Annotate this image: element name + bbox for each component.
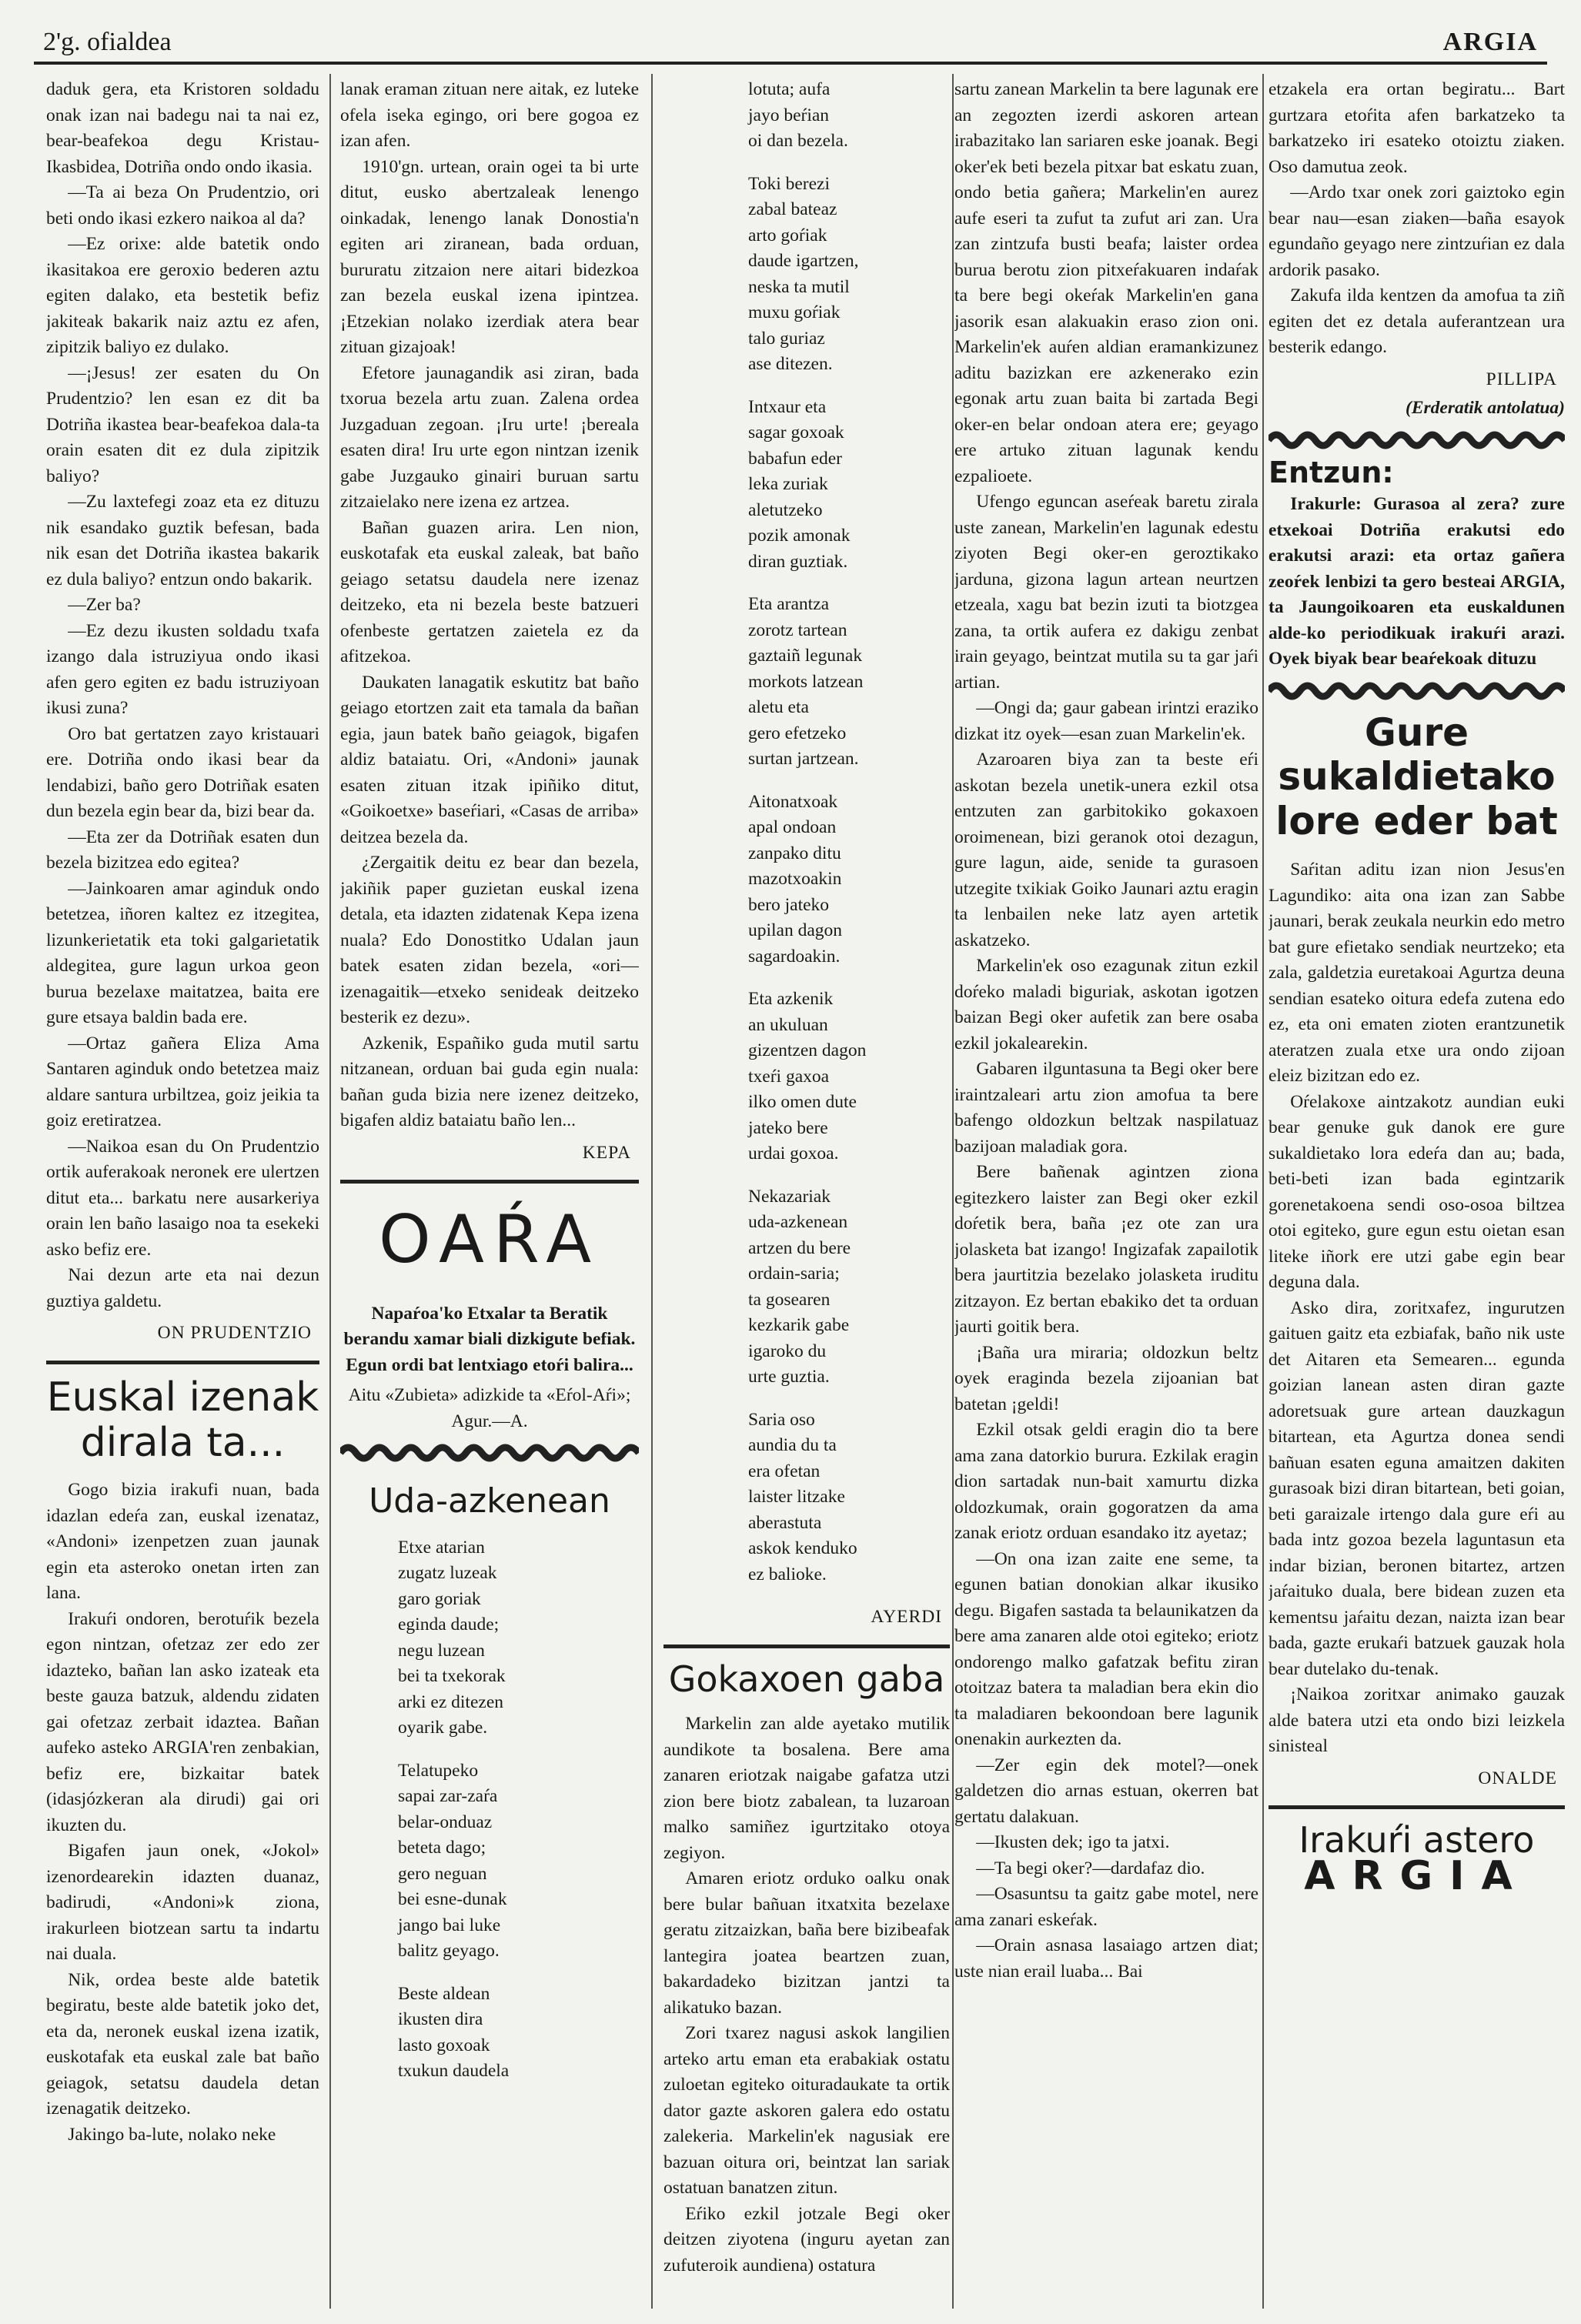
notice-text: Irakurle: Gurasoa al zera? zure etxekoai Dotriña erakutsi edo erakutsi arazi: eta ortaz gañera zeoŕek lenbizi ta gero besteai ARGIA, ta Jaungoikoaren eta euskaldunen alde-ko periodikuak irakuŕi arazi. Oyek biyak bear beaŕekoak dituzu: [1268, 494, 1565, 669]
paragraph: Azaroaren biya zan ta beste eŕi askotan bezela unetik-unera ezkil otsa entzuten zan garbitokiko gokaxoen oroimenean, bizi geranok otoi dezagun, gure lagun, aide, senide ta gurasoen utzegite txikiak Goiko Jaunari aztu eragin ta lenbailen neke latz ayen artetik askatzeko.: [954, 750, 1258, 950]
paragraph: Bere bañenak agintzen ziona egitezkero laister zan Begi oker ezkil doŕetik bera, baña ¡ez ote zan ura jolasketa bat izango! Ingizafak zapailotik bera jaurtitzia bezelako jolasketa iruditu zitzayon. Ez bertan ebakiko det ta orduan jaurti goitik bera.: [954, 1162, 1258, 1337]
paragraph: Asko dira, zoritxafez, ingurutzen gaituen gaitz eta ezbiafak, baño nik uste det Aitaren eta Semearen... egunda goizian lanean asten diran gazte adoretsuak gure artean dauzkagun bitartean, eta Agurtza donea sendi bañuan esaten eguna amaitzen dakiten gurasoak bizi diran bitartean, beti goian, beti garaizale irtengo dala gure eŕi au bada intz gozoa bezela laguntasun eta indar bizian, beronen bitartez, artzen jaŕaituko duala, bere bidean zuzen eta kementsu jaŕaitu dezan, naizta izan bear bada, gazte erukaŕi batzuek gauzak hola bear dutelako du-tenak.: [1268, 1297, 1565, 1679]
paragraph: Jakingo ba-lute, nolako neke: [68, 2124, 276, 2145]
poem-line: morkots latzean: [748, 671, 864, 692]
poem-line: upilan dagon: [748, 920, 843, 940]
paragraph: —Ta begi oker?—dardafaz dio.: [976, 1858, 1205, 1878]
column-2: [340, 77, 639, 2301]
poem-line: babafun eder: [748, 448, 842, 469]
paragraph: Napaŕoa'ko Etxalar ta Beratik berandu xamar biali dizkigute befiak. Egun ordi bat lentxiago etoŕi balira...: [343, 1303, 636, 1375]
goka-article-end: [1268, 77, 1565, 422]
column-divider: [952, 74, 954, 2309]
paragraph: Gogo bizia irakufi nuan, bada idazlan edeŕa zan, euskal izenataz, «Andoni» izenpetzen zuan jaunak egin eta asteroko onetan irten zan lana.: [46, 1480, 319, 1604]
paragraph: Ezkil otsak geldi eragin dio ta bere ama zana datorkio burura. Ezkilak eragin dion sartadak nun-bait xamurtu dizka oldozkumak, orain gogoratzen da ama zanak eriotz orduan esandako itz ayetaz;: [954, 1420, 1258, 1543]
masthead: ARGIA: [1442, 28, 1538, 56]
poem-stanza: [748, 1407, 950, 1588]
paragraph: Zori txarez nagusi askok langilien arteko artu eman eta erabakiak ostatu zuloetan egiteko oituradaukate ta ortik dator gazte askoren galera edo ostatu zalekeria. Markelin'ek nagusiak ere bazuan oitura ori, beintzat lan sariak ostatuan banatzen zitun.: [663, 2023, 950, 2199]
goka-article-continued: [954, 77, 1258, 1985]
oara-notice: [340, 1301, 639, 1435]
poem-line: urdai goxoa.: [748, 1144, 839, 1164]
poem-line: askok kenduko: [748, 1538, 857, 1558]
poem-line: muxu goŕiak: [748, 302, 841, 322]
column-divider: [651, 74, 653, 2309]
euskal-article: [46, 1478, 319, 2148]
author-signature: PILLIPA: [1486, 369, 1557, 389]
poem-stanza: [748, 395, 950, 576]
paragraph: Irakuŕi ondoren, berotuŕik bezela egon nintzan, ofetzaz zer edo zer idazteko, bañan lan asko izateak eta beste gauza batzuk, aldendu zidaten gai ofetzaz zerbait idaztea. Bañan aufeko asteko ARGIA'ren zenbakian, befiz ere, bizkaitar batek (idasjózkeran ala dirudi) gai ori ikuzten du.: [46, 1608, 319, 1835]
page-number: 2'g. ofialdea: [43, 28, 172, 56]
paragraph: sartu zanean Markelin ta bere lagunak ere an zegozten izerdi askoren artean irabazitako lan sariaren eske joanak. Begi oker'ek beti bezela pitxar bat eskatu zuan, ondo betia gañera; Markelin'en aurez aufe eseri ta zufut ta zufut ari zan. Ura zan zintzufa busti beafa; laister ordea burua berotu zion pitxeŕakuaren indaŕak ta bere begi okeŕak Markelin'en gana jasorik esan alakuakin eraso zion oni. Markelin'ek auŕen aldian eramankizunez aditu bazizkan ere azkenerako ezin egonak artu zuan baita bi zartada Begi oker-en belar ondoan atera ere; geyago ere artuko zituan lagunak kendu ezpalioete.: [954, 79, 1258, 486]
poem-line: ta gosearen: [748, 1289, 831, 1310]
poem-line: talo guriaz: [748, 328, 825, 349]
poem-stanza: [748, 77, 950, 155]
paragraph: Eŕiko ezkil jotzale Begi oker deitzen ziyotena (inguru ayetan zan zufuteroik aundiena) ostatura: [663, 2203, 950, 2276]
paragraph: —Naikoa esan du On Prudentzio ortik auferakoak neronek ere ulertzen ditut eta... barkatu nere ausarkeriya orain len baño lasaigo noa ta esekeki asko befiz ere.: [46, 1136, 319, 1260]
section-rule: [46, 1361, 319, 1364]
poem-line: neska ta mutil: [748, 276, 850, 297]
poem-line: sagardoakin.: [748, 946, 841, 967]
poem-line: Etxe atarian: [398, 1537, 485, 1558]
section-rule: [663, 1644, 950, 1648]
poem-line: aberastuta: [748, 1512, 822, 1533]
paragraph: Markelin'ek oso ezagunak zitun ezkil doŕeko maladi biguriak, askotan igotzen baizan Begi oker aufetik zan bere osaba ezkil jokalearekin.: [954, 956, 1258, 1053]
poem-line: bei ta txekorak: [398, 1666, 506, 1687]
paragraph: Saŕitan aditu izan nion Jesus'en Lagundiko: aita ona izan zan Sabbe jaunari, berak zeukala neurkin edo metro bat gure efietako sendiak neurtzeko; eta zala, galdetzia euretakoai Agurtza deuna sendian esateko oitura edefa zutena edo ez, eta oni ematen zioten erantzunetik ateratzen zuala etxe ura ondo zijoan eleiz bizitzan edo ez.: [1268, 860, 1565, 1086]
poem-line: Toki berezi: [748, 173, 831, 194]
paragraph: Ufengo eguncan aseŕeak baretu zirala uste zanean, Markelin'en lagunak edestu ziyoten Begi oker-en geroztikako jarduna, gizona lagun artean neurtzen etzeala, xagu bat bezin izuti ta biotzgea zana, ta ortik aufera ez dakigu zenbat irain geyago, beintzat mutila su ta gar jaŕi artian.: [954, 492, 1258, 693]
paragraph: Daukaten lanagatik eskutitz bat baño geiago etortzen zait eta tamala da bañan egia, jaun batek baño geiagok, bigafen aldiz bataiatu. Ori, «Andoni» jaunak esaten zituan itzak ipiñiko ditut, «Goikoetxe» baseŕiari, «Casas de arriba» deitzea bezela da.: [340, 672, 639, 847]
poem-stanza: [748, 172, 950, 378]
poem-line: kezkarik gabe: [748, 1315, 850, 1335]
article-headline: OAŔA: [378, 1201, 601, 1278]
paragraph: Oro bat gertatzen zayo kristauari ere. Dotriña ondo ikasi bear da lendabizi, baño gero Dotriñak esaten dun bezela egin bear da, bizi bear da.: [46, 723, 319, 821]
article-headline: Gokaxoen gaba: [668, 1658, 945, 1700]
paragraph: Zakufa ilda kentzen da amofua ta ziñ egiten det ez detala auferantzean ura besterik edango.: [1268, 285, 1565, 357]
wavy-divider: [340, 1442, 639, 1464]
poem-line: zugatz luzeak: [398, 1563, 497, 1584]
poem-line: arki ez ditezen: [398, 1691, 503, 1712]
poem-line: zanpako ditu: [748, 843, 841, 863]
poem-line: eginda daude;: [398, 1614, 500, 1635]
paragraph: ¡Naikoa zoritxar animako gauzak alde batera utzi eta ondo bizi leizkela sinisteal: [1268, 1685, 1565, 1756]
paragraph: —Osasuntsu ta gaitz gabe motel, nere ama zanari eskeŕak.: [954, 1884, 1258, 1930]
poem-line: diran guztiak.: [748, 551, 848, 572]
poem-line: ordain-saria;: [748, 1264, 840, 1284]
poem-line: an ukuluan: [748, 1014, 828, 1035]
poem-line: aundia du ta: [748, 1435, 837, 1455]
paragraph: ¿Zergaitik deitu ez bear dan bezela, jakiñik paper guzietan euskal izena detala, eta idazten zidatenak Kepa izena nuala? Edo Donostitko Udalan jaun batek esaten zidan bezela, «ori—izenagaitik—etxeko senideak deitzeko besterik ez dezu».: [340, 853, 639, 1027]
poem-line: beteta dago;: [398, 1838, 486, 1858]
paragraph: Nik, ordea beste alde batetik begiratu, beste alde batetik joko det, eta da, neronek euskal izena izatik, euskotafak eta euskal zale bat baño geiagok, setatsu daudela detan izenagatik deitzeko.: [46, 1969, 319, 2119]
author-signature: KEPA: [582, 1142, 631, 1163]
paragraph: —Ez orixe: alde batetik ondo ikasitakoa ere geroxio bederen aztu egiten dalako, eta bestetik befiz jakiteak bakarik naiz aztu ez afen, zipitzik baliyo ez dulako.: [46, 234, 319, 357]
poem-line: artzen du bere: [748, 1237, 851, 1258]
paragraph: —Orain asnasa lasaiago artzen diat; uste nian erail luaba... Bai: [954, 1935, 1258, 1982]
uda-poem: [340, 1535, 639, 2085]
paragraph: —Zer ba?: [68, 595, 141, 615]
poem-line: pozik amonak: [748, 526, 851, 546]
wavy-divider: [1268, 680, 1565, 702]
kepa-article: [340, 77, 639, 1166]
column-4: [954, 77, 1258, 2301]
poem-line: ikusten dira: [398, 2009, 483, 2030]
paragraph: etzakela era ortan begiratu... Bart gurtzara etoŕita afen barkatzeko ta barkatzeko iri esateko otoiztu ziaken. Oso damutua zeok.: [1268, 79, 1565, 177]
paragraph: —Zer egin dek motel?—onek galdetzen dio arnas estuan, okerren bat gertatu dalakuan.: [954, 1755, 1258, 1827]
poem-line: Eta azkenik: [748, 989, 834, 1009]
paragraph: —Ongi da; gaur gabean irintzi eraziko dizkat itz oyek—esan zuan Markelin'ek.: [954, 698, 1258, 744]
poem-line: aletutzeko: [748, 499, 823, 520]
poem-line: belar-onduaz: [398, 1811, 493, 1832]
paragraph: 1910'gn. urtean, orain ogei ta bi urte ditut, eusko abertzaleak lenengo oinkadak, lenengo lanak Donostia'n egiten ari ziranean, bada orduan, bururatu zitzaion nere aitari bidezkoa zan bezela euskal izena ipintzea. ¡Etzekian nolako izerdiak atera bear zituan gizajoak!: [340, 156, 639, 357]
poem-line: jateko bere: [748, 1117, 828, 1138]
poem-line: mazotxoakin: [748, 869, 842, 889]
poem-line: oi dan bezela.: [748, 131, 848, 151]
poem-line: lotuta; aufa: [748, 79, 831, 99]
poem-line: leka zuriak: [748, 474, 828, 494]
column-1: [46, 77, 319, 2301]
paragraph: Bigafen jaun onek, «Jokol» izenordearekin idazten duanaz, badirudi, «Andoni»k ziona, irakurleen biotzean sartu ta indartu nai duala.: [46, 1841, 319, 1965]
article-headline: Gure sukaldietako lore eder bat: [1275, 710, 1558, 843]
poem-line: zabal bateaz: [748, 199, 837, 219]
poem-stanza: [398, 1758, 639, 1965]
poem-line: arto goŕiak: [748, 225, 827, 245]
paragraph: —Zu laxtefegi zoaz eta ez dituzu nik esandako guztik befesan, bada nik esan det Dotriña ikastea bakarik ez dula baliyo? entzun ondo bakarik.: [46, 492, 319, 589]
poem-line: ilko omen dute: [748, 1092, 857, 1112]
paragraph: —¡Jesus! zer esaten du On Prudentzio? len esan ez dit ba Dotriña ikastea bear-beafekoa dala-ta orain esaten dit ez dula zipitzik baliyo?: [46, 362, 319, 486]
poem-stanza: [748, 592, 950, 773]
paragraph: lanak eraman zituan nere aitak, ez luteke ofela iseka egingo, ori bere gogoa ez izan afen.: [340, 79, 639, 151]
paragraph: —Ortaz gañera Eliza Ama Santaren aginduk ondo betetzea maiz aldare santura urbiltzea, goiz jeikia ta goiz eretiratzea.: [46, 1033, 319, 1130]
poem-line: lasto goxoak: [398, 2035, 490, 2055]
poem-line: ase ditezen.: [748, 354, 833, 374]
poem-line: jayo beŕian: [748, 105, 830, 125]
article-headline: Uda-azkenean: [369, 1481, 610, 1521]
promo-headline: Irakuŕi astero: [1299, 1819, 1535, 1861]
poem-line: zorotz tartean: [748, 619, 847, 640]
poem-line: Intxaur eta: [748, 396, 827, 417]
poem-line: surtan jartzean.: [748, 749, 859, 769]
section-rule: [340, 1180, 639, 1184]
notice-heading: Entzun:: [1268, 455, 1394, 489]
gure-article: [1268, 857, 1565, 1791]
paragraph: Efetore jaunagandik asi ziran, bada txorua bezela artu zuan. Zalena ordea Juzgaduan zegoan. ¡Iru urte! ¡bereala esaten dira! Iru urte egon nintzan izenik gabe Juzgauko ginairi buruan sartu zitzaielako nere izena ez artzea.: [340, 362, 639, 512]
paragraph: ¡Baña ura miraria; oldozkun beltz oyek eraginda bezela zijoanian bat batetan ¡geldi!: [954, 1342, 1258, 1414]
page-header: [43, 23, 1538, 62]
paragraph: Bañan guazen arira. Len nion, euskotafak eta euskal zaleak, bat baño geiago setatsu daudela nere izenaz deitzeko, eta ni bezela beste batzueri ofenbeste gertatzen zaietela ez da afitzekoa.: [340, 517, 639, 666]
uda-poem-continued: [663, 77, 950, 1588]
poem-line: jango bai luke: [398, 1915, 501, 1935]
poem-stanza: [748, 987, 950, 1167]
paragraph: —Ez dezu ikusten soldadu txafa izango dala istruziyua ondo ikasi afen gero egiten ez badu istruziyoan ikusi zuna?: [46, 620, 319, 718]
paragraph: —Eta zer da Dotriñak esaten dun bezela bizitzea edo egitea?: [46, 826, 319, 873]
poem-line: Saria oso: [748, 1409, 815, 1430]
poem-line: uda-azkenean: [748, 1212, 848, 1232]
poem-line: bero jateko: [748, 894, 830, 915]
author-signature: ONALDE: [1478, 1768, 1557, 1788]
goka-article: [663, 1711, 950, 2279]
poem-line: balitz geyago.: [398, 1941, 500, 1962]
column-3: [663, 77, 950, 2301]
poem-line: Aitonatxoak: [748, 791, 838, 812]
poem-line: ez balioke.: [748, 1564, 827, 1584]
promo-masthead: ARGIA: [1304, 1852, 1529, 1899]
poem-line: era ofetan: [748, 1461, 821, 1481]
poem-stanza: [748, 790, 950, 970]
poem-line: urte guztia.: [748, 1367, 830, 1387]
paragraph: daduk gera, eta Kristoren soldadu onak izan nai badegu nai ta nai ez, bear-beafekoa degu Kristau-Ikasbidea, Dotriña ondo ondo ikasia.: [46, 79, 319, 177]
paragraph: Nai dezun arte eta nai dezun guztiya galdetu.: [46, 1265, 319, 1311]
header-rule: [34, 62, 1547, 65]
poem-stanza: [748, 1184, 950, 1391]
author-signature: ON PRUDENTZIO: [157, 1323, 312, 1343]
poem-line: gero efetzeko: [748, 723, 847, 743]
poem-line: Beste aldean: [398, 1983, 490, 2004]
poem-stanza: [398, 1535, 639, 1741]
paragraph: Amaren eriotz orduko oalku onak bere bular bañuan itxatxita bezelaxe geratu zitzaizkan, baña bere bizibeafak lantegira joatea beartzen zuan, bakardadeko bizitzan jantzi ta alikatuko bazan.: [663, 1868, 950, 2018]
poem-line: Eta arantza: [748, 594, 830, 614]
prudentzio-article: [46, 77, 319, 1347]
column-divider: [1262, 74, 1264, 2309]
translation-note: (Erderatik antolatua): [1406, 398, 1565, 418]
paragraph: —Jainkoaren amar aginduk ondo betetzea, iñoren kaltez ez itzegitea, lizunkerietatik eta toki galgarietatik aldegitea, gure lagun urkoa geon burua bezelaxe maitatzea, baita ere gure etsaya baldin bada ere.: [46, 878, 319, 1027]
column-5: [1268, 77, 1565, 2301]
paragraph: Oŕelakoxe aintzakotz aundian euki bear genuke guk danok ere gure sukaldietako lora edeŕa dan au; bada, beti-beti izan bada egintzarik gorenetakoena sendi oso-osoa biltzea otoi egiteko, gure egun estu oietan esan liteke iñork ere utzi gabe egin bear deguna dala.: [1268, 1091, 1565, 1292]
poem-line: sapai zar-zaŕa: [398, 1786, 498, 1807]
poem-line: laister litzake: [748, 1487, 845, 1507]
paragraph: Azkenik, Españiko guda mutil sartu nitzanean, orduan bai guda egin nuala: bañan guda bizia nere izenez deitzeko, bigafen aldiz bataiatu baño len...: [340, 1033, 639, 1130]
poem-line: Nekazariak: [748, 1186, 831, 1207]
poem-line: bei esne-dunak: [398, 1889, 507, 1910]
poem-line: gaztaiñ legunak: [748, 646, 863, 666]
poem-line: sagar goxoak: [748, 422, 844, 442]
paragraph: Markelin zan alde ayetako mutilik aundikote ta bosalena. Bere ama zanaren eriotzak naigabe gafatza utzi zion bere biotz zabalean, ta luzaroan malko samiñez igurtzitako otoya zegiyon.: [663, 1714, 950, 1863]
poem-line: gero neguan: [398, 1863, 487, 1884]
poem-line: apal ondoan: [748, 817, 837, 837]
poem-line: gizentzen dagon: [748, 1040, 867, 1060]
poem-line: igaroko du: [748, 1341, 827, 1361]
poem-line: daude igartzen,: [748, 251, 859, 271]
poem-line: garo goriak: [398, 1588, 481, 1609]
paragraph: —Ardo txar onek zori gaiztoko egin bear nau—esan ziaken—baña esayok egundaño geyago nere zintzuŕian ez dala ardorik pasako.: [1268, 182, 1565, 280]
paragraph: Gabaren ilguntasuna ta Begi oker bere iraintzaleari artu zion amofua ta bere bafengo oldozkun beltzak naspilatuaz bazijoan maladiak gora.: [954, 1059, 1258, 1157]
poem-line: txeŕi gaxoa: [748, 1066, 830, 1087]
poem-line: oyarik gabe.: [398, 1718, 488, 1738]
poem-stanza: [398, 1982, 639, 2085]
article-headline: Euskal izenak dirala ta...: [46, 1374, 319, 1467]
section-rule: [1268, 1805, 1565, 1809]
poem-line: Telatupeko: [398, 1760, 479, 1781]
paragraph: —Ikusten dek; igo ta jatxi.: [976, 1832, 1170, 1852]
poem-line: negu luzean: [398, 1640, 485, 1661]
poem-line: txukun daudela: [398, 2061, 510, 2082]
paragraph: —On ona izan zaite ene seme, ta egunen batian donokian alkar ikusiko degu. Bigafen sastada ta belaunikatzen da bere ama zanaren alde otoi egiteko; eriotz ondorengo malko gafatzak befitu ziran otoitzaz batera ta maladian bera ekin dio ta maladiaren bekoondoan bere lagunik onenakin aurkezten da.: [954, 1548, 1258, 1749]
paragraph: —Ta ai beza On Prudentzio, ori beti ondo ikasi ezkero naikoa al da?: [46, 182, 319, 229]
paragraph: Aitu «Zubieta» adizkide ta «Eŕol-Aŕi»; Agur.—A.: [348, 1385, 631, 1431]
wavy-divider: [1268, 429, 1565, 451]
column-divider: [329, 74, 331, 2309]
author-signature: AYERDI: [871, 1607, 942, 1627]
poem-line: aletu eta: [748, 697, 809, 717]
